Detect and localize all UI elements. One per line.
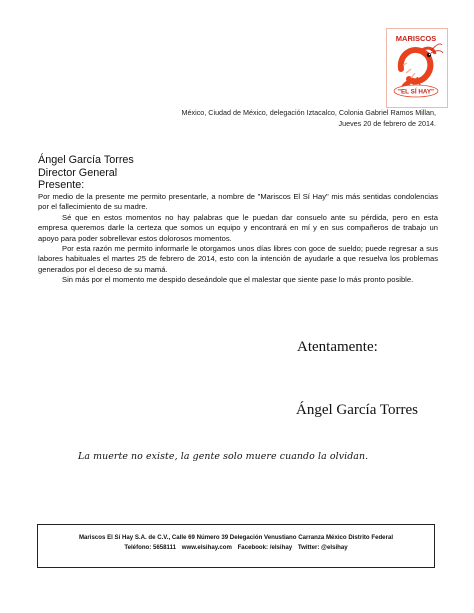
footer-contacts (38, 544, 434, 551)
date-line: Jueves 20 de febrero de 2014. (338, 118, 436, 128)
footer-box (37, 524, 435, 568)
place-line: México, Ciudad de México, delegación Iztacalco, Colonia Gabriel Ramos Millan, (181, 108, 436, 117)
footer-twitter: Twitter: @elsihay (297, 544, 348, 551)
paragraph-1: Por medio de la presente me permito presentarle, a nombre de "Mariscos El Sí Hay" mis más sentidas condolencias por el fallecimiento de su madre. (38, 192, 438, 212)
letter-body (38, 192, 438, 286)
signature-name: Ángel García Torres (296, 402, 418, 418)
closing: Atentamente: (297, 339, 378, 355)
paragraph-4: Sin más por el momento me despido deseándole que el malestar que siente pase lo más pronto posible. (62, 275, 414, 285)
footer-facebook: Facebook: /elsihay (237, 544, 293, 551)
company-logo (386, 28, 448, 108)
logo-top-text: MARISCOS (395, 34, 437, 43)
recipient-block (38, 154, 134, 192)
logo-bottom-text: "EL SÍ HAY" (397, 88, 435, 96)
paragraph-2: Sé que en estos momentos no hay palabras que le puedan dar consuelo ante su pérdida, pero en esta empresa queremos darle la certeza que somos un equipo y encontrará en mí y en sus compañeros de trabajo un apoyo para poder sobrellevar estos dolorosos momentos. (38, 212, 438, 243)
footer-website[interactable]: www.elsihay.com (181, 544, 232, 551)
date-location (96, 108, 436, 129)
greeting: Presente: (38, 179, 85, 191)
recipient-name: Ángel García Torres (38, 154, 134, 166)
footer-address: Mariscos El Sí Hay S.A. de C.V., Calle 69 Número 39 Delegación Venustiano Carranza México Distrito Federal (78, 534, 394, 541)
quote: La muerte no existe, la gente solo muere cuando la olvidan. (78, 451, 369, 462)
paragraph-3: Por esta razón me permito informarle le otorgamos unos días libres con goce de sueldo; puede regresar a sus labores habituales el martes 25 de febrero de 2014, esto con la intención de ayudarle a que resuelva los problemas generados por el deceso de su mamá. (38, 244, 438, 274)
recipient-title: Director General (38, 166, 118, 179)
footer-phone: Teléfono: 5658111 (124, 544, 177, 551)
shrimp-icon (387, 29, 445, 105)
